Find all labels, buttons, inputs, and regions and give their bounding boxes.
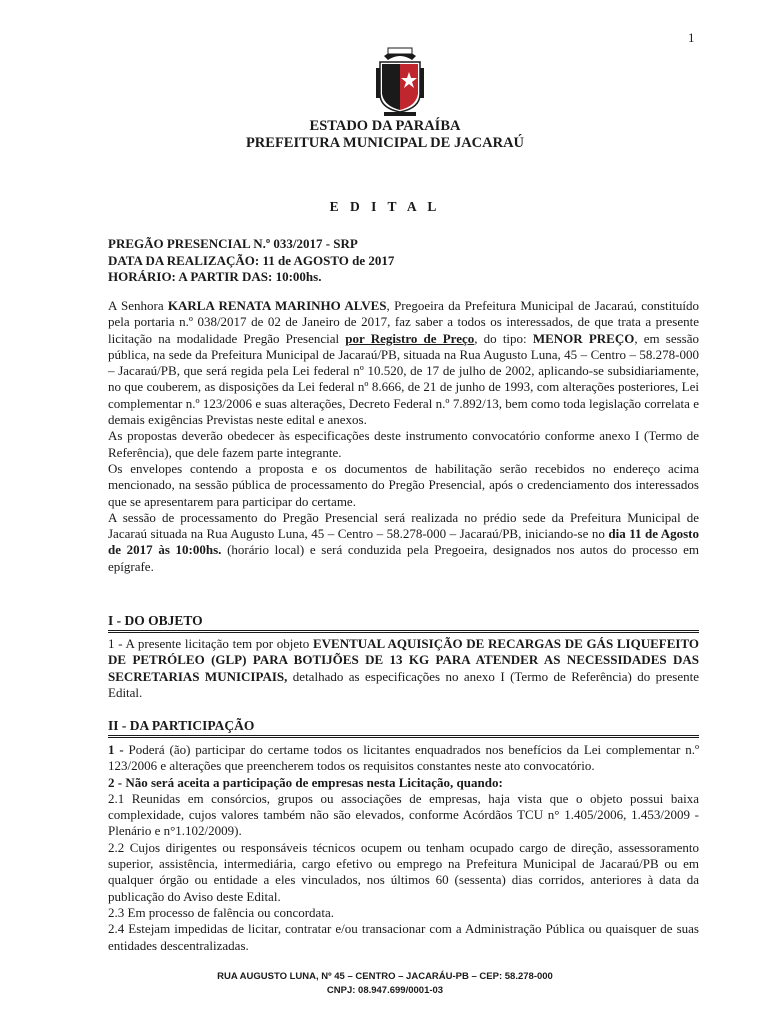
- section-object-text: 1 - A presente licitação tem por objeto EVENTUAL AQUISIÇÃO DE RECARGAS DE GÁS LIQUEFEITO DE PETRÓLEO (GLP) PARA BOTIJÕES DE 13 KG PARA ATENDER AS NECESSIDADES DAS SECRETARIAS MUNICIPAIS, detalhado as especificações no anexo I (Termo de Referência) do presente Edital.: [108, 636, 699, 700]
- participation-item-2-2: 2.2 Cujos dirigentes ou responsáveis técnicos ocupem ou tenham ocupado cargo de direção, assessoramento superior, assistência, intermediária, cargo efetivo ou emprego na Prefeitura Municipal de Jacaraú/PB ou em qualquer órgão ou entidade a eles vinculados, nos últimos 60 (sessenta) dias corridos, anteriores à data da publicação do Aviso deste Edital.: [108, 839, 699, 904]
- session-paragraph: A sessão de processamento do Pregão Presencial será realizada no prédio sede da Prefeitura Municipal de Jacaraú situada na Rua Augusto Luna, 45 – Centro – 58.278-000 – Jacaraú/PB, iniciando-se no dia 11 de Agosto de 2017 às 10:00hs. (horário local) e será conduzida pela Pregoeira, designados nos autos do processo em epígrafe.: [108, 509, 700, 574]
- document-header: [0, 118, 770, 152]
- participation-item-2-4: 2.4 Estejam impedidas de licitar, contratar e/ou transacionar com a Administração Pública ou quaisquer de suas entidades descentralizadas.: [108, 921, 699, 953]
- section-participation-title: II - DA PARTICIPAÇÃO: [108, 718, 699, 738]
- envelopes-paragraph: Os envelopes contendo a proposta e os documentos de habilitação serão recebidos no endereço acima mencionado, na sessão pública de processamento do Pregão Presencial, após o credenciamento dos interessados que se apresentarem para participar do certame.: [108, 460, 699, 509]
- page-footer: [0, 970, 770, 998]
- pregao-number: PREGÃO PRESENCIAL N.º 033/2017 - SRP: [108, 236, 358, 251]
- participation-item-2-3: 2.3 Em processo de falência ou concordata.: [108, 904, 334, 920]
- participation-item-1: 1 - Poderá (ão) participar do certame todos os licitantes enquadrados nos benefícios da Lei complementar n.º 123/2006 e alterações que preencherem todos os requisitos constantes neste ato convocatório.: [108, 742, 699, 774]
- realization-date: DATA DA REALIZAÇÃO: 11 de AGOSTO de 2017: [108, 252, 395, 268]
- section-participation-text: [108, 742, 699, 954]
- participation-item-2: 2 - Não será aceita a participação de empresas nesta Licitação, quando:: [108, 774, 503, 790]
- pregao-metadata: [108, 236, 698, 286]
- municipal-coat-of-arms-icon: [372, 42, 428, 118]
- participation-item-2-1: 2.1 Reunidas em consórcios, grupos ou associações de empresas, haja vista que o objeto possui baixa complexidade, cujos valores também não são elevados, conforme Acórdãos TCU n° 1.405/2006, 1.453/2009 - Plenário e n°1.102/2009).: [108, 790, 699, 839]
- intro-paragraph: A Senhora KARLA RENATA MARINHO ALVES, Pregoeira da Prefeitura Municipal de Jacaraú, constituído pela portaria n.º 038/2017 de 02 de Janeiro de 2017, faz saber a todos os interessados, de que trata a presente licitação na modalidade Pregão Presencial por Registro de Preço, do tipo: MENOR PREÇO, em sessão pública, na sede da Prefeitura Municipal de Jacaraú/PB, situada na Rua Augusto Luna, 45 – Centro – 58.278-000 – Jacaraú/PB, que será regida pela Lei federal nº 10.520, de 17 de julho de 2002, aplicando-se subsidiariamente, no que couberem, as disposições da Lei federal nº 8.666, de 21 de junho de 1993, com alterações posteriores, Lei complementar n.º 123/2006 e suas alterações, Decreto Federal n.º 7.892/13, bem como toda legislação correlata e demais exigências Previstas neste edital e anexos.: [108, 298, 699, 428]
- section-object-title: I - DO OBJETO: [108, 613, 699, 633]
- prefeitura-name: PREFEITURA MUNICIPAL DE JACARAÚ: [245, 135, 525, 151]
- proposals-paragraph: As propostas deverão obedecer às especificações deste instrumento convocatório conforme anexo I (Termo de Referência), que dele fazem parte integrante.: [108, 428, 699, 460]
- intro-text: [108, 298, 699, 575]
- footer-cnpj: CNPJ: 08.947.699/0001-03: [326, 985, 444, 996]
- session-time: HORÁRIO: A PARTIR DAS: 10:00hs.: [108, 269, 322, 284]
- state-name: ESTADO DA PARAÍBA: [309, 118, 461, 134]
- document-title: E D I T A L: [329, 199, 441, 214]
- footer-address: RUA AUGUSTO LUNA, Nº 45 – CENTRO – JACARÁU-PB – CEP: 58.278-000: [217, 971, 553, 982]
- page-number: 1: [688, 30, 695, 45]
